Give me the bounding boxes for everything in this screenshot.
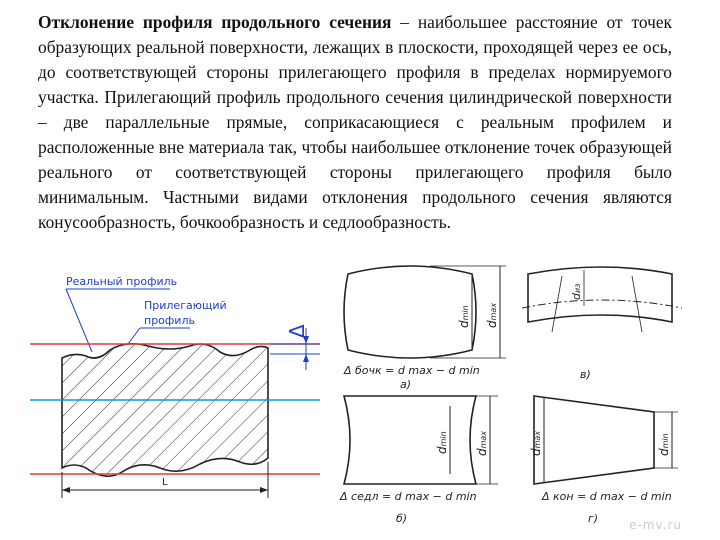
panel-cone [522, 392, 702, 532]
bent-axis [522, 300, 682, 308]
definition-body: – наибольшее расстояние от точек образующих реальной поверхности, лежащих в плоскости, проходящей через ее ось, до соответствующей стороны прилегающего профиля в пределах нормируемого участка. Прилегающий профиль продольного сечения цилиндрической поверхности – две параллельные прямые, соприкасающиеся с реальным профилем и расположенные вне материала так, чтобы наибольшее отклонение точек образующей реального от соответствующей стороны прилегающего профиля было минимальным. Частными видами отклонения продольного сечения являются конусообразность, бочкообразность и седлообразность. [38, 12, 673, 232]
length-arrow-right [260, 487, 268, 493]
bent-arrow-left [552, 276, 562, 332]
panel-saddle [330, 392, 520, 532]
cone-formula: Δ кон = d max − d min [542, 490, 672, 503]
cone-dmin-label: dmin [657, 433, 671, 456]
bent-shape [528, 267, 672, 322]
delta-label: Δ [285, 324, 309, 338]
leader-real-profile-arrow [66, 289, 92, 352]
panel-barrel [330, 262, 520, 392]
cone-letter: г) [588, 512, 599, 525]
barrel-shape [344, 266, 476, 358]
saddle-formula: Δ седл = d max − d min [340, 490, 477, 503]
delta-arrow-head-bottom [303, 354, 309, 362]
label-adjacent-2: профиль [144, 314, 195, 327]
hatched-body [62, 344, 268, 476]
barrel-letter: а) [400, 378, 412, 391]
profile-diagram [30, 262, 330, 532]
bent-d-label: dиз [570, 283, 583, 300]
label-real-profile: Реальный профиль [66, 275, 178, 288]
cone-dmax-label: dmax [529, 430, 543, 456]
barrel-formula: Δ бочк = d max − d min [344, 364, 480, 377]
length-label: L [162, 477, 168, 488]
term-bold: Отклонение профиля продольного сечения [38, 12, 392, 32]
label-adjacent-1: Прилегающий [144, 299, 227, 312]
saddle-dmin-label: dmin [435, 431, 449, 454]
bent-arrow-right [632, 276, 642, 332]
leader-adjacent-arrow [128, 328, 140, 344]
saddle-shape [344, 396, 476, 484]
saddle-letter: б) [396, 512, 408, 525]
definition-paragraph [38, 10, 672, 235]
barrel-dmax-label: dmax [485, 302, 499, 328]
panel-bent [522, 262, 702, 392]
length-arrow-left [62, 487, 70, 493]
saddle-dmax-label: dmax [475, 430, 489, 456]
cone-shape [534, 396, 654, 484]
watermark: e-mv.ru [629, 518, 682, 532]
bent-letter: в) [580, 368, 591, 381]
barrel-dmin-label: dmin [457, 305, 471, 328]
